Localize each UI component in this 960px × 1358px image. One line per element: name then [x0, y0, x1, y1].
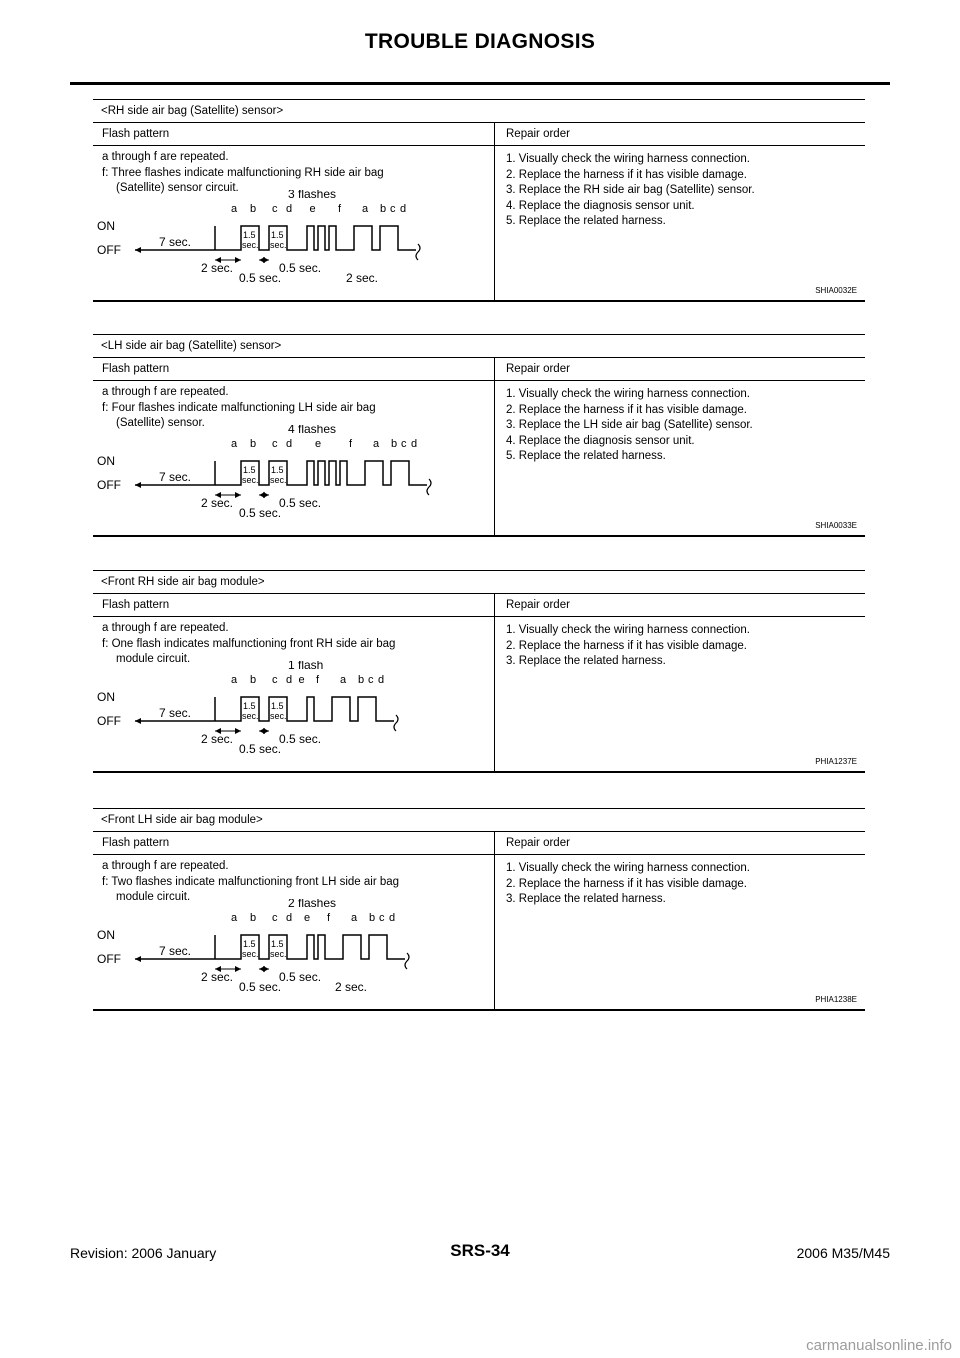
on-label: ON [97, 690, 115, 704]
repair-order-cell [495, 381, 865, 535]
box-duration-label: sec. [242, 240, 259, 250]
repair-order-cell [495, 855, 865, 1009]
repair-order-header: Repair order [506, 837, 570, 849]
flash-count-label: 4 flashes [288, 425, 337, 436]
phase-letter: b [250, 912, 257, 924]
box-duration-label: sec. [270, 949, 287, 959]
rh-satellite-sensor-table [93, 99, 865, 302]
pattern-note: a through f are repeated. [102, 386, 229, 398]
arrow-head [135, 718, 141, 724]
repair-step: 1. Visually check the wiring harness connection. [506, 388, 750, 400]
table-body [93, 146, 865, 302]
half-sec-label: 0.5 sec. [239, 742, 282, 756]
half-sec-label: 0.5 sec. [279, 496, 322, 510]
half-sec-label: 0.5 sec. [239, 506, 282, 520]
box-duration-label: sec. [270, 711, 287, 721]
figure-id: SHIA0033E [815, 521, 857, 530]
table-header [93, 358, 865, 381]
box-duration-label: sec. [242, 711, 259, 721]
phase-letter: f [338, 203, 342, 215]
repair-step: 2. Replace the harness if it has visible damage. [506, 639, 747, 652]
phase-letter: d [286, 203, 293, 215]
figure-id: PHIA1237E [815, 757, 857, 766]
box-duration-label: 1.5 [243, 939, 256, 949]
box-duration-label: 1.5 [271, 230, 284, 240]
seven-sec-label: 7 sec. [159, 706, 192, 720]
repair-step: 5. Replace the related harness. [506, 215, 666, 227]
phase-letter: e [304, 912, 311, 924]
repair-step: 3. Replace the related harness. [506, 893, 666, 905]
pattern-note: a through f are repeated. [102, 860, 229, 872]
seven-sec-label: 7 sec. [159, 235, 192, 249]
phase-letter: a [340, 674, 347, 686]
repair-step: 3. Replace the LH side air bag (Satellite) sensor. [506, 419, 753, 431]
watermark: carmanualsonline.info [806, 1337, 952, 1354]
repair-order-header: Repair order [506, 363, 570, 375]
phase-letter: c [272, 438, 278, 450]
repair-step: 2. Replace the harness if it has visible damage. [506, 403, 747, 416]
table-caption: <Front RH side air bag module> [93, 570, 865, 594]
box-duration-label: 1.5 [271, 939, 284, 949]
arrow-head [135, 956, 141, 962]
front-lh-module-table [93, 808, 865, 1011]
page-number: SRS-34 [450, 1241, 510, 1260]
phase-letter: a [231, 674, 238, 686]
off-label: OFF [97, 952, 121, 966]
phase-letter: f [327, 912, 331, 924]
repair-step: 3. Replace the RH side air bag (Satellite) sensor. [506, 184, 755, 196]
phase-letter: c [272, 674, 278, 686]
table-header [93, 832, 865, 855]
flash-count-label: 2 flashes [288, 899, 337, 910]
flash-pattern-cell [93, 617, 495, 771]
seven-sec-label: 7 sec. [159, 944, 192, 958]
phase-letter: c [401, 438, 407, 450]
flash-pattern-header: Flash pattern [93, 832, 495, 854]
arrow-head [235, 966, 241, 972]
arrow-head [263, 966, 269, 972]
box-duration-label: 1.5 [271, 701, 284, 711]
flash-count-label: 3 flashes [288, 190, 337, 201]
phase-letter: a [231, 912, 238, 924]
half-sec-label: 0.5 sec. [279, 732, 322, 746]
phase-letter: d [286, 912, 293, 924]
revision-date: Revision: 2006 January [70, 1245, 217, 1261]
two-sec-label: 2 sec. [201, 496, 234, 510]
flash-pattern-cell [93, 855, 495, 1009]
phase-letter: d [389, 912, 396, 924]
box-duration-label: sec. [242, 475, 259, 485]
phase-letter: d [286, 674, 293, 686]
two-sec-end-label: 2 sec. [335, 980, 368, 994]
phase-letter: b [250, 438, 257, 450]
pattern-note: f: Two flashes indicate malfunctioning front LH side air bag [102, 875, 400, 888]
phase-letter: a [231, 203, 238, 215]
repair-order-cell [495, 146, 865, 300]
flash-pattern-header: Flash pattern [93, 123, 495, 145]
repair-step: 4. Replace the diagnosis sensor unit. [506, 199, 695, 212]
phase-letter: b [380, 203, 387, 215]
box-duration-label: 1.5 [243, 230, 256, 240]
two-sec-label: 2 sec. [201, 970, 234, 984]
pattern-note: a through f are repeated. [102, 622, 229, 634]
box-duration-label: sec. [270, 475, 287, 485]
repair-step: 4. Replace the diagnosis sensor unit. [506, 434, 695, 447]
front-rh-module-table [93, 570, 865, 773]
half-sec-label: 0.5 sec. [279, 261, 322, 275]
on-label: ON [97, 928, 115, 942]
pattern-note: a through f are repeated. [102, 151, 229, 163]
phase-letter: a [231, 438, 238, 450]
table-caption: <Front LH side air bag module> [93, 808, 865, 832]
box-duration-label: 1.5 [243, 701, 256, 711]
figure-id: SHIA0032E [815, 286, 857, 295]
repair-step: 3. Replace the related harness. [506, 655, 666, 667]
break-mark [394, 715, 398, 731]
box-duration-label: 1.5 [243, 465, 256, 475]
flash-pattern-cell [93, 146, 495, 300]
table-body [93, 855, 865, 1011]
phase-letter: d [400, 203, 407, 215]
two-sec-label: 2 sec. [201, 732, 234, 746]
seven-sec-label: 7 sec. [159, 470, 192, 484]
repair-step: 5. Replace the related harness. [506, 450, 666, 462]
two-sec-end-label: 2 sec. [346, 271, 379, 285]
lh-satellite-sensor-table [93, 334, 865, 537]
pattern-note: (Satellite) sensor circuit. [116, 182, 239, 194]
on-label: ON [97, 219, 115, 233]
on-label: ON [97, 454, 115, 468]
break-mark [416, 244, 420, 260]
table-header [93, 123, 865, 146]
repair-order-header: Repair order [506, 599, 570, 611]
figure-id: PHIA1238E [815, 995, 857, 1004]
flash-pattern-header: Flash pattern [93, 594, 495, 616]
title-rule [70, 82, 890, 85]
phase-letter: a [351, 912, 358, 924]
phase-letter: b [391, 438, 398, 450]
table-caption: <LH side air bag (Satellite) sensor> [93, 334, 865, 358]
flash-pattern-diagram [93, 190, 495, 300]
off-label: OFF [97, 714, 121, 728]
half-sec-label: 0.5 sec. [239, 980, 282, 994]
arrow-head [235, 728, 241, 734]
repair-step: 2. Replace the harness if it has visible damage. [506, 168, 747, 181]
table-caption: <RH side air bag (Satellite) sensor> [93, 99, 865, 123]
repair-step: 2. Replace the harness if it has visible damage. [506, 877, 747, 890]
phase-letter: c [272, 912, 278, 924]
flash-pattern-diagram [93, 425, 495, 535]
repair-step: 1. Visually check the wiring harness connection. [506, 862, 750, 874]
arrow-head [263, 257, 269, 263]
arrow-head [263, 492, 269, 498]
phase-letter: b [369, 912, 376, 924]
phase-letter: e [298, 674, 305, 686]
phase-letter: c [368, 674, 374, 686]
phase-letter: d [286, 438, 293, 450]
phase-letter: b [358, 674, 365, 686]
two-sec-label: 2 sec. [201, 261, 234, 275]
phase-letter: e [315, 438, 322, 450]
break-mark [427, 479, 431, 495]
pattern-note: f: Three flashes indicate malfunctioning RH side air bag [102, 166, 384, 179]
flash-pattern-header: Flash pattern [93, 358, 495, 380]
flash-pattern-cell [93, 381, 495, 535]
phase-letter: f [316, 674, 320, 686]
off-label: OFF [97, 478, 121, 492]
arrow-head [135, 247, 141, 253]
repair-order-header: Repair order [506, 128, 570, 140]
arrow-head [135, 482, 141, 488]
pattern-note: module circuit. [116, 891, 191, 903]
phase-letter: a [362, 203, 369, 215]
pattern-note: f: Four flashes indicate malfunctioning LH side air bag [102, 401, 376, 414]
half-sec-label: 0.5 sec. [279, 970, 322, 984]
flash-count-label: 1 flash [288, 661, 324, 672]
break-mark [405, 953, 409, 969]
phase-letter: b [250, 674, 257, 686]
box-duration-label: 1.5 [271, 465, 284, 475]
repair-step: 1. Visually check the wiring harness connection. [506, 624, 750, 636]
repair-step: 1. Visually check the wiring harness connection. [506, 153, 750, 165]
phase-letter: f [349, 438, 353, 450]
phase-letter: d [411, 438, 418, 450]
half-sec-label: 0.5 sec. [239, 271, 282, 285]
phase-letter: e [309, 203, 316, 215]
table-header [93, 594, 865, 617]
pattern-note: f: One flash indicates malfunctioning front RH side air bag [102, 637, 396, 650]
phase-letter: a [373, 438, 380, 450]
box-duration-label: sec. [270, 240, 287, 250]
phase-letter: c [379, 912, 385, 924]
pattern-note: module circuit. [116, 653, 191, 665]
page-title: TROUBLE DIAGNOSIS [364, 30, 596, 53]
table-body [93, 617, 865, 773]
repair-order-cell [495, 617, 865, 771]
table-body [93, 381, 865, 537]
phase-letter: c [272, 203, 278, 215]
off-label: OFF [97, 243, 121, 257]
phase-letter: d [378, 674, 385, 686]
phase-letter: b [250, 203, 257, 215]
arrow-head [263, 728, 269, 734]
arrow-head [235, 492, 241, 498]
arrow-head [235, 257, 241, 263]
flash-pattern-diagram [93, 661, 495, 771]
phase-letter: c [390, 203, 396, 215]
flash-pattern-diagram [93, 899, 495, 1009]
box-duration-label: sec. [242, 949, 259, 959]
model-name: 2006 M35/M45 [796, 1245, 890, 1261]
pattern-note: (Satellite) sensor. [116, 417, 205, 429]
